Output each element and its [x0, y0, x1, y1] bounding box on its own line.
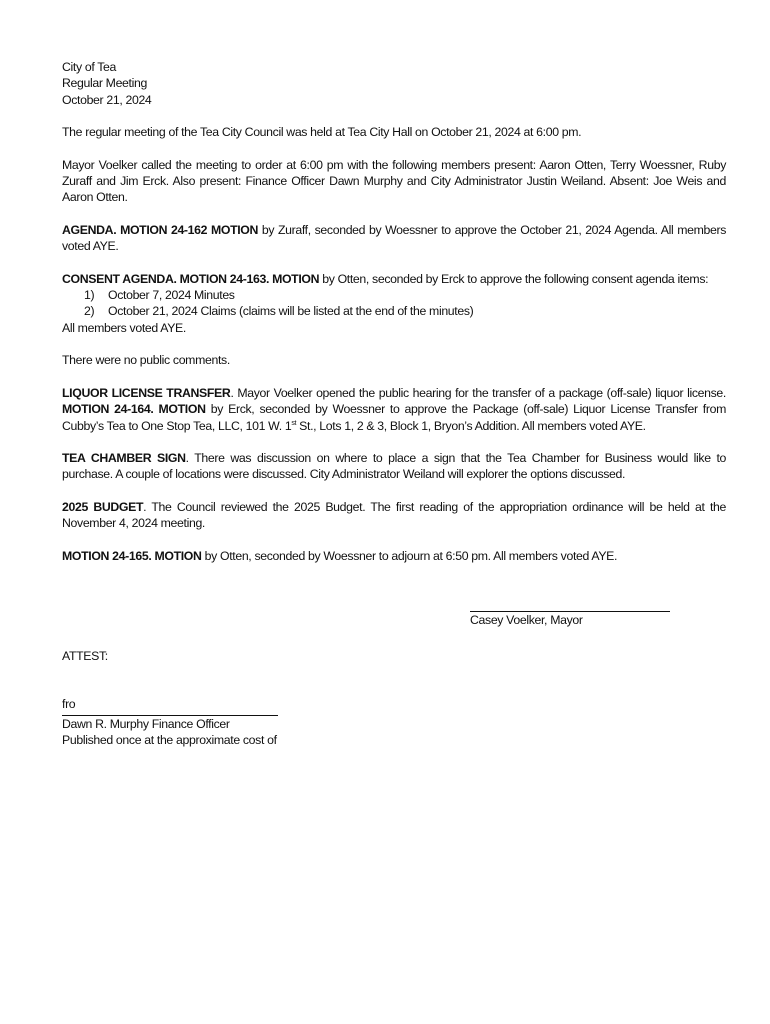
liquor-heading: LIQUOR LICENSE TRANSFER	[62, 385, 231, 400]
org-name: City of Tea	[62, 60, 117, 74]
list-item: 2) October 21, 2024 Claims (claims will be listed at the end of the minutes)	[84, 304, 474, 319]
attest-label: ATTEST:	[62, 649, 108, 663]
finance-officer: Dawn R. Murphy Finance Officer	[62, 716, 230, 731]
attest-initials: fro	[62, 697, 76, 712]
chamber-heading: TEA CHAMBER SIGN	[62, 451, 186, 466]
adjourn-paragraph: MOTION 24-165. MOTION by Otten, seconded by Woessner to adjourn at 6:50 pm. All members voted AYE.	[62, 548, 618, 563]
consent-closing: All members voted AYE.	[62, 320, 186, 335]
intro-paragraph: The regular meeting of the Tea City Council was held at Tea City Hall on October 21, 2024 at 6:00 pm.	[62, 125, 582, 140]
mayor-name: Casey Voelker, Mayor	[470, 613, 583, 627]
roll-call-paragraph: Mayor Voelker called the meeting to order at 6:00 pm with the following members present: Aaron Otten, Terry Woessner, Ruby Zuraff and Jim Erck. Also present: Finance Officer Dawn Murphy and City Administrator Justin Weiland. Absent: Joe Weis and Aaron Otten.	[62, 157, 726, 205]
consent-heading: CONSENT AGENDA. MOTION 24-163. MOTION	[62, 271, 320, 286]
meeting-type: Regular Meeting	[62, 76, 147, 91]
attest-block	[62, 648, 322, 748]
chamber-paragraph: TEA CHAMBER SIGN. There was discussion on where to place a sign that the Tea Chamber for Business would like to purchase. A couple of locations were discussed. City Administrator Weiland will explorer the options discussed.	[62, 451, 726, 482]
budget-paragraph: 2025 BUDGET. The Council reviewed the 2025 Budget. The first reading of the appropriation ordinance will be held at the November 4, 2024 meeting.	[62, 500, 727, 531]
published-cost: Published once at the approximate cost of	[62, 732, 277, 747]
adjourn-heading: MOTION 24-165. MOTION	[62, 548, 202, 563]
agenda-paragraph	[62, 222, 726, 255]
meeting-date: October 21, 2024	[62, 92, 152, 107]
list-item: 1) October 7, 2024 Minutes	[84, 288, 235, 303]
public-comments: There were no public comments.	[62, 353, 230, 368]
budget-heading: 2025 BUDGET	[62, 500, 144, 515]
liquor-motion-heading: MOTION 24-164. MOTION	[62, 402, 206, 417]
minutes-body	[62, 59, 726, 564]
agenda-text: by Zuraff, seconded by Woessner to approve the October 21, 2024 Agenda. All members voted AYE.	[62, 222, 726, 254]
consent-text: by Otten, seconded by Erck to approve the following consent agenda items:	[319, 271, 709, 286]
agenda-heading: AGENDA. MOTION 24-162 MOTION	[62, 222, 259, 237]
liquor-paragraph: LIQUOR LICENSE TRANSFER. Mayor Voelker opened the public hearing for the transfer of a package (off-sale) liquor license. MOTION 24-164. MOTION by Erck, seconded by Woessner to approve the Package (off-sale) Liquor License Transfer from Cubby’s Tea to One Stop Tea, LLC, 101 W. 1st St., Lots 1, 2 & 3, Block 1, Bryon’s Addition. All members voted AYE.	[62, 385, 726, 433]
signature-line	[470, 602, 670, 612]
consent-paragraph	[62, 271, 726, 287]
mayor-signature-block	[470, 602, 670, 628]
